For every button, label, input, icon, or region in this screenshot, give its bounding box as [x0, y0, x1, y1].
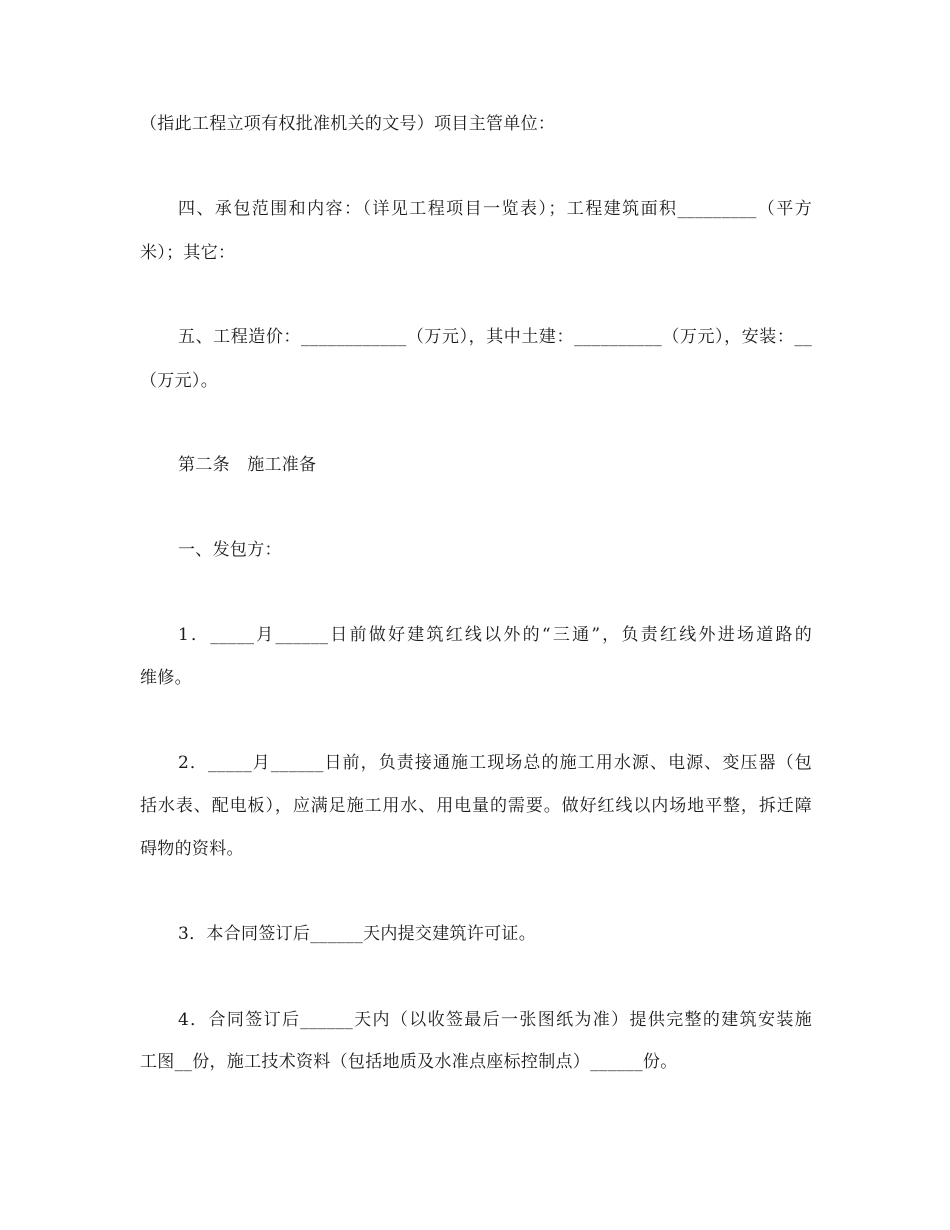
employer-heading: 一、发包方：	[178, 540, 282, 560]
article-2-heading: 第二条 施工准备	[178, 455, 317, 475]
scope-clause-line-2: 米）；其它：	[140, 243, 236, 263]
item-2-line-2: 括水表、配电板），应满足施工用水、用电量的需要。做好红线以内场地平整，拆迁障	[140, 796, 812, 816]
item-1-line-2: 维修。	[140, 668, 192, 688]
item-3-line: 3．本合同签订后______天内提交建筑许可证。	[178, 924, 537, 944]
cost-clause-line-1: 五、工程造价：____________（万元），其中土建：__________（万元），安装：__	[178, 327, 812, 347]
cost-clause-line-2: （万元）。	[140, 371, 218, 391]
scope-clause-line-1: 四、承包范围和内容：（详见工程项目一览表）；工程建筑面积_________（平方	[178, 199, 812, 219]
project-authority-line: （指此工程立项有权批准机关的文号）项目主管单位：	[140, 114, 556, 134]
item-2-line-1: 2．_____月______日前，负责接通施工现场总的施工用水源、电源、变压器（包	[178, 753, 812, 773]
item-4-line-2: 工图__份，施工技术资料（包括地质及水准点座标控制点）______份。	[140, 1052, 678, 1072]
item-2-line-3: 碍物的资料。	[140, 839, 244, 859]
item-4-line-1: 4．合同签订后______天内（以收签最后一张图纸为准）提供完整的建筑安装施	[178, 1010, 812, 1030]
item-1-line-1: 1．_____月______日前做好建筑红线以外的“三通”，负责红线外进场道路的	[178, 625, 812, 645]
